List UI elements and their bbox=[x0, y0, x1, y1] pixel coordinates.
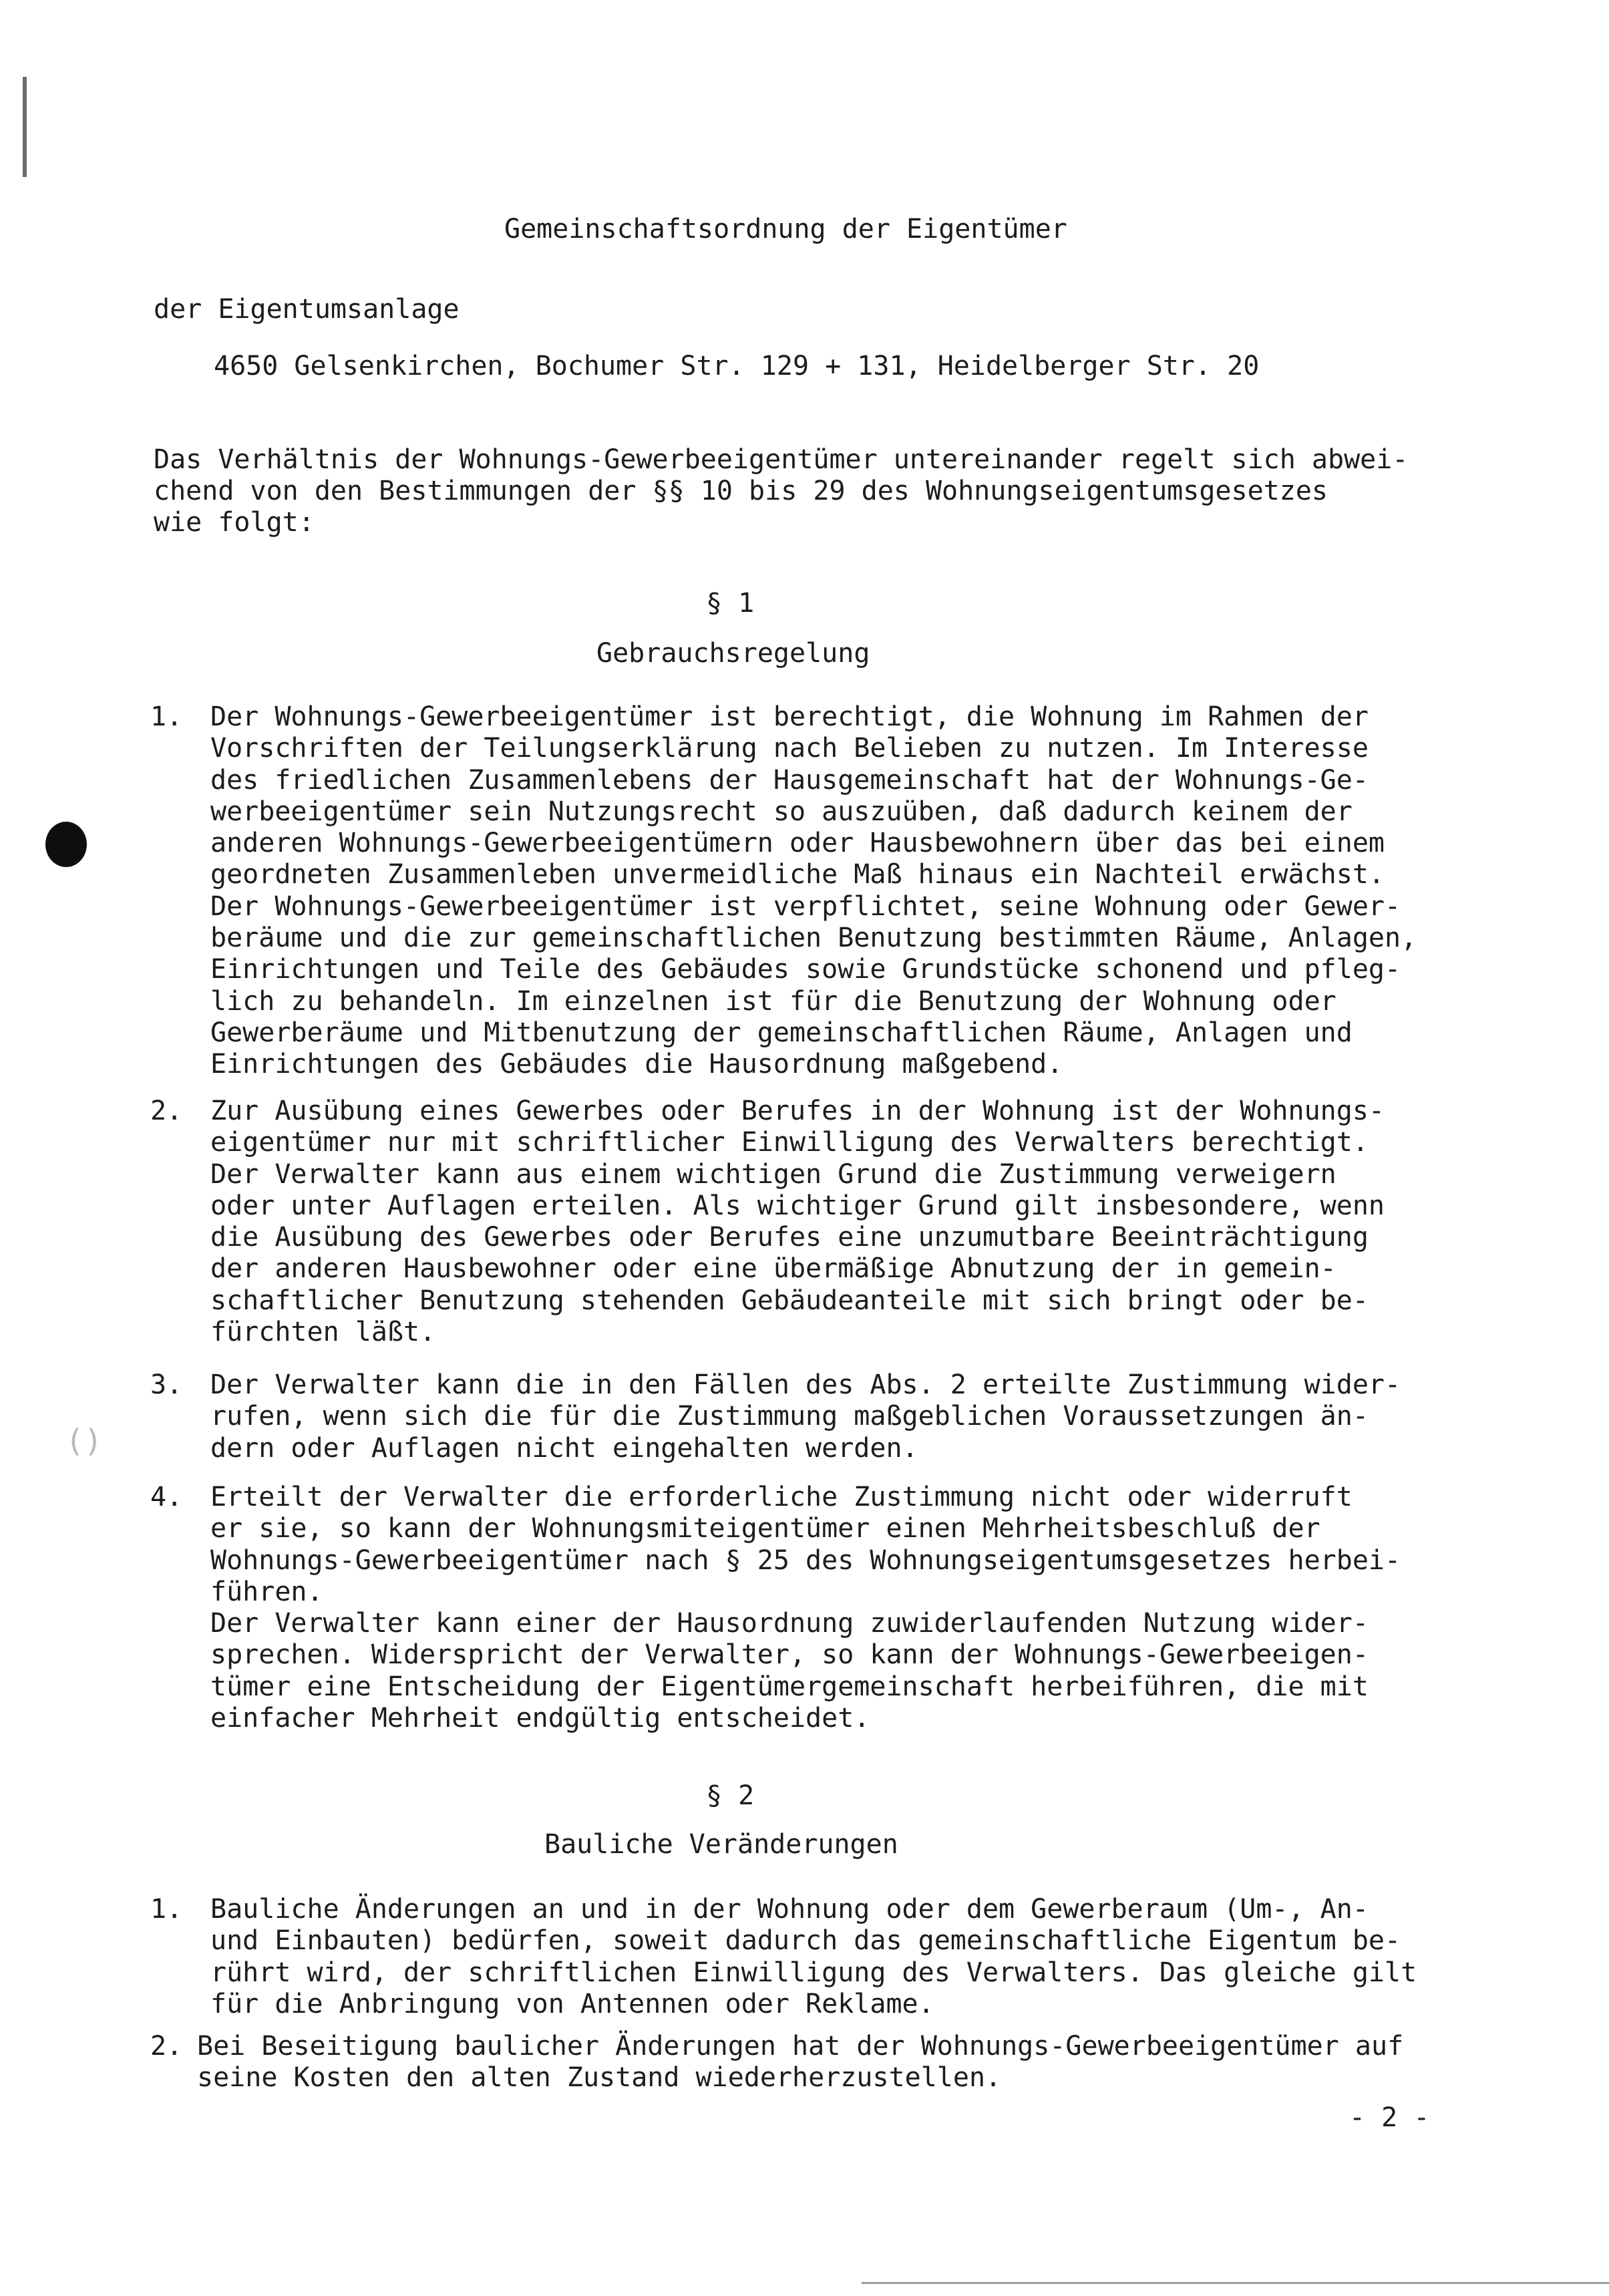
section-1-mark: § 1 bbox=[706, 588, 755, 619]
preamble-line: Das Verhältnis der Wohnungs-Gewerbeeigentümer untereinander regelt sich abwei- bbox=[154, 444, 1409, 475]
punch-hole bbox=[45, 822, 87, 867]
item-body bbox=[210, 1369, 1401, 1464]
item-line: er sie, so kann der Wohnungsmiteigentümer einen Mehrheitsbeschluß der bbox=[210, 1513, 1320, 1544]
item-line: Der Verwalter kann die in den Fällen des Abs. 2 erteilte Zustimmung wider- bbox=[210, 1369, 1401, 1400]
item-line: oder unter Auflagen erteilen. Als wichtiger Grund gilt insbesondere, wenn bbox=[210, 1190, 1385, 1221]
item-body bbox=[210, 1482, 1401, 1734]
item-line: seine Kosten den alten Zustand wiederherzustellen. bbox=[197, 2062, 1002, 2094]
item-line: für die Anbringung von Antennen oder Reklame. bbox=[210, 1988, 934, 2019]
bottom-rule bbox=[862, 2282, 1609, 2284]
item-line: rufen, wenn sich die für die Zustimmung maßgeblichen Voraussetzungen än- bbox=[210, 1401, 1369, 1432]
item-line: Der Verwalter kann einer der Hausordnung zuwiderlaufenden Nutzung wider- bbox=[210, 1608, 1369, 1639]
item-line: Der Wohnungs-Gewerbeeigentümer ist verpflichtet, seine Wohnung oder Gewer- bbox=[210, 890, 1401, 922]
item-line: führen. bbox=[210, 1576, 323, 1607]
item-line: Einrichtungen des Gebäudes die Hausordnung maßgebend. bbox=[210, 1049, 1063, 1080]
item-line: geordneten Zusammenleben unvermeidliche Maß hinaus ein Nachteil erwächst. bbox=[210, 859, 1385, 890]
item-line: dern oder Auflagen nicht eingehalten werden. bbox=[210, 1432, 918, 1464]
document-title: Gemeinschaftsordnung der Eigentümer bbox=[504, 214, 1067, 244]
item-line: lich zu behandeln. Im einzelnen ist für die Benutzung der Wohnung oder bbox=[210, 985, 1336, 1017]
preamble-line: wie folgt: bbox=[154, 507, 315, 538]
preamble-line: chend von den Bestimmungen der §§ 10 bis 29 des Wohnungseigentumsgesetzes bbox=[154, 476, 1328, 506]
item-number: 1. bbox=[150, 701, 183, 732]
item-line: Bauliche Änderungen an und in der Wohnung oder dem Gewerberaum (Um-, An- bbox=[210, 1894, 1369, 1925]
item-line: Gewerberäume und Mitbenutzung der gemeinschaftlichen Räume, Anlagen und bbox=[210, 1017, 1353, 1048]
item-line: werbeeigentümer sein Nutzungsrecht so auszuüben, daß dadurch keinem der bbox=[210, 796, 1353, 827]
item-body bbox=[210, 1894, 1417, 2020]
item-number: 4. bbox=[150, 1482, 183, 1512]
item-line: sprechen. Widerspricht der Verwalter, so kann der Wohnungs-Gewerbeeigen- bbox=[210, 1639, 1369, 1671]
item-line: Erteilt der Verwalter die erforderliche Zustimmung nicht oder widerruft bbox=[210, 1482, 1353, 1512]
item-number: 2. bbox=[150, 2031, 183, 2062]
item-line: Der Verwalter kann aus einem wichtigen Grund die Zustimmung verweigern bbox=[210, 1158, 1336, 1190]
item-number: 2. bbox=[150, 1096, 183, 1126]
item-line: Vorschriften der Teilungserklärung nach Belieben zu nutzen. Im Interesse bbox=[210, 733, 1369, 764]
item-line: und Einbauten) bedürfen, soweit dadurch das gemeinschaftliche Eigentum be- bbox=[210, 1925, 1401, 1957]
item-line: fürchten läßt. bbox=[210, 1317, 436, 1348]
item-line: schaftlicher Benutzung stehenden Gebäudeanteile mit sich bringt oder be- bbox=[210, 1285, 1369, 1316]
page-number: - 2 - bbox=[1349, 2102, 1430, 2133]
section-2-mark: § 2 bbox=[706, 1780, 755, 1811]
item-line: Einrichtungen und Teile des Gebäudes sowie Grundstücke schonend und pfleg- bbox=[210, 954, 1401, 985]
item-line: Bei Beseitigung baulicher Änderungen hat der Wohnungs-Gewerbeeigentümer auf bbox=[197, 2031, 1404, 2062]
item-line: die Ausübung des Gewerbes oder Berufes eine unzumutbare Beeinträchtigung bbox=[210, 1222, 1369, 1253]
item-line: beräume und die zur gemeinschaftlichen Benutzung bestimmten Räume, Anlagen, bbox=[210, 923, 1417, 954]
item-line: rührt wird, der schriftlichen Einwilligung des Verwalters. Das gleiche gilt bbox=[210, 1957, 1417, 1988]
section-2-title: Bauliche Veränderungen bbox=[544, 1829, 898, 1860]
item-line: der anderen Hausbewohner oder eine übermäßige Abnutzung der in gemein- bbox=[210, 1253, 1336, 1285]
faint-scan-mark: () bbox=[65, 1423, 103, 1459]
item-line: Wohnungs-Gewerbeeigentümer nach § 25 des Wohnungseigentumsgesetzes herbei- bbox=[210, 1544, 1401, 1576]
preamble bbox=[154, 444, 1408, 538]
item-line: einfacher Mehrheit endgültig entscheidet. bbox=[210, 1703, 870, 1734]
intro-line: der Eigentumsanlage bbox=[154, 294, 460, 325]
item-body bbox=[197, 2031, 1403, 2094]
property-address: 4650 Gelsenkirchen, Bochumer Str. 129 + 131, Heidelberger Str. 20 bbox=[214, 351, 1260, 381]
item-body bbox=[210, 1096, 1385, 1348]
item-line: eigentümer nur mit schriftlicher Einwilligung des Verwalters berechtigt. bbox=[210, 1127, 1369, 1158]
section-1-title: Gebrauchsregelung bbox=[596, 638, 870, 669]
item-number: 1. bbox=[150, 1894, 183, 1925]
item-line: Zur Ausübung eines Gewerbes oder Berufes in der Wohnung ist der Wohnungs- bbox=[210, 1096, 1385, 1126]
scan-edge-mark bbox=[23, 77, 27, 177]
item-line: anderen Wohnungs-Gewerbeeigentümern oder Hausbewohnern über das bei einem bbox=[210, 828, 1385, 859]
item-body bbox=[210, 701, 1417, 1081]
item-line: tümer eine Entscheidung der Eigentümergemeinschaft herbeiführen, die mit bbox=[210, 1671, 1369, 1702]
item-line: Der Wohnungs-Gewerbeeigentümer ist berechtigt, die Wohnung im Rahmen der bbox=[210, 701, 1369, 732]
item-line: des friedlichen Zusammenlebens der Hausgemeinschaft hat der Wohnungs-Ge- bbox=[210, 764, 1369, 796]
item-number: 3. bbox=[150, 1369, 183, 1400]
